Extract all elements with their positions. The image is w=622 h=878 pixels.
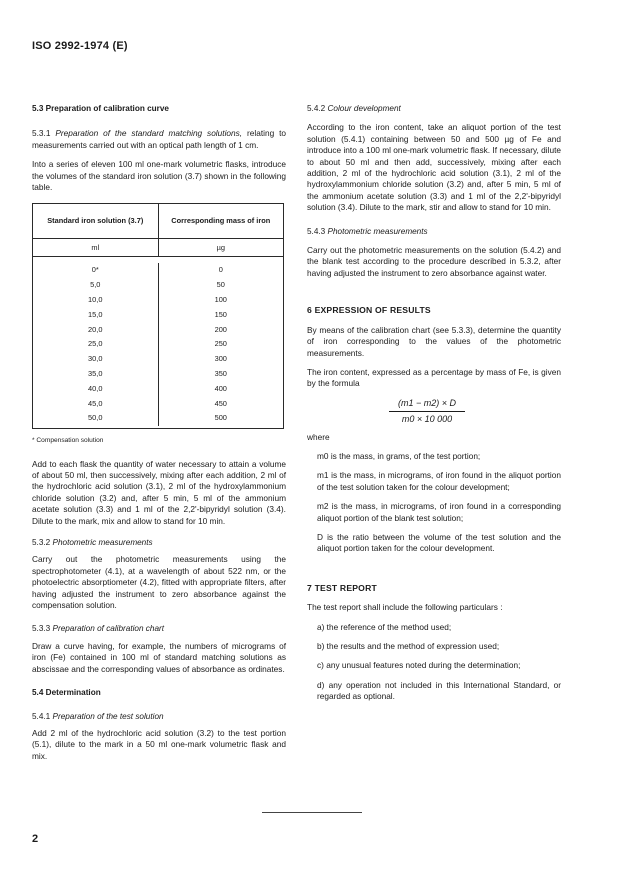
section-7-heading: 7 TEST REPORT <box>307 582 377 593</box>
right-column <box>307 103 561 703</box>
section-5-4-2-heading <box>307 103 561 114</box>
table-cell: 45,0 <box>88 398 103 408</box>
table-cell: 0* <box>91 265 99 275</box>
definition-m2: m2 is the mass, in micrograms, of iron found in a corresponding aliquot portion of the blank test solution; <box>317 501 561 523</box>
section-5-3-2-heading <box>32 537 286 548</box>
paragraph: Into a series of eleven 100 ml one-mark volumetric flasks, introduce the volumes of the standard iron solution (3.7) shown in the following table. <box>32 159 286 193</box>
section-title: Preparation of the test solution <box>52 711 164 721</box>
table-cell: 10,0 <box>88 295 103 305</box>
table-cell: 50 <box>216 280 225 290</box>
table-unit-cell: µg <box>158 239 284 256</box>
definition-m1: m1 is the mass, in micrograms, of iron found in the aliquot portion of the test solution taken for the colour development; <box>317 470 561 492</box>
section-5-3-3-heading <box>32 623 286 634</box>
formula-denominator: m0 × 10 000 <box>401 414 453 425</box>
list-item: a) the reference of the method used; <box>317 621 452 632</box>
table-header-row <box>33 204 283 239</box>
section-number: 5.3.1 <box>32 128 51 139</box>
table-cell: 0 <box>218 265 223 275</box>
section-number: 5.4.2 <box>307 104 326 113</box>
table-cell: 250 <box>214 339 227 349</box>
table-cell: 300 <box>214 354 227 364</box>
section-number: 5.4.3 <box>307 226 326 236</box>
table-cell: 400 <box>214 383 227 393</box>
list-item: c) any unusual features noted during the determination; <box>317 660 521 671</box>
table-unit-cell: ml <box>91 242 100 252</box>
table-cell: 500 <box>214 413 227 423</box>
where-label: where <box>307 431 330 442</box>
section-6-heading: 6 EXPRESSION OF RESULTS <box>307 305 431 316</box>
section-number: 5.3.3 <box>32 624 51 634</box>
section-title: Colour development <box>327 104 401 113</box>
paragraph: Carry out the photometric measurements on the solution (5.4.2) and the blank test according to the procedure described in 5.3.2, after having adjusted the instrument to zero absorbance against water. <box>307 245 561 278</box>
table-cell: 40,0 <box>88 383 103 393</box>
section-number: 5.3.2 <box>32 538 51 548</box>
table-body <box>33 257 283 428</box>
table-header-cell: Standard iron solution (3.7) <box>47 216 144 226</box>
table-column-mass <box>158 263 284 426</box>
paragraph: According to the iron content, take an aliquot portion of the test solution (5.4.1) containing between 50 and 500 µg of Fe and introduce into a 100 ml one-mark volumetric flask. If necessary, dilute to about 50 ml and then add, successively, mixing after each addition, 2 ml of the hydrochloric acid solution (3.1), 2 ml of the hydroxylammonium chloride solution (3.2) and, after 5 min, 5 ml of the ammonium acetate solution (3.3) and 1 ml of the 2,2'-bipyridyl solution (3.4). Dilute to the mark, stir and allow to stand for 10 min. <box>307 122 561 213</box>
table-cell: 30,0 <box>88 354 103 364</box>
section-5-4-1-heading <box>32 711 286 722</box>
section-title-continuation: relating to measurements carried out with an optical path length of 1 cm. <box>32 128 287 150</box>
section-5-4-3-heading <box>307 226 561 237</box>
section-title: Photometric measurements <box>327 226 428 236</box>
table-cell: 5,0 <box>90 280 101 290</box>
end-rule <box>262 812 362 813</box>
table-cell: 350 <box>214 369 227 379</box>
paragraph: Add to each flask the quantity of water necessary to attain a volume of about 50 ml, then successively, mixing after each addition, 2 ml of the hydrochloric acid solution (3.1), 2 ml of the hydroxylammonium chloride solution (3.2) and, after 5 min, 5 ml of the ammonium acetate solution (3.3) and 1 ml of the 2,2'-bipyridyl solution (3.4). Dilute to the mark, mix and allow to stand for 10 min. <box>32 458 286 526</box>
paragraph: By means of the calibration chart (see 5.3.3), determine the quantity of iron corresponding to the values of the photometric measurements. <box>307 324 561 358</box>
page-number: 2 <box>32 833 39 845</box>
table-cell: 50,0 <box>88 413 103 423</box>
section-title: Preparation of the standard matching solutions, <box>55 128 243 139</box>
table-cell: 35,0 <box>88 369 103 379</box>
formula-numerator: (m1 − m2) × D <box>389 398 465 412</box>
section-title: Preparation of calibration chart <box>52 624 165 634</box>
table-units-row <box>33 239 283 257</box>
table-cell: 200 <box>214 324 227 334</box>
paragraph: Carry out the photometric measurements using the spectrophotometer (4.1), at a wavelength of about 522 nm, or the photoelectric absorptiometer (4.2), fitted with appropriate filters, after having adjusted the instrument to zero absorbance against the compensation solution. <box>32 554 286 611</box>
table-cell: 20,0 <box>88 324 103 334</box>
section-title: Photometric measurements <box>52 538 153 548</box>
document-header: ISO 2992-1974 (E) <box>32 40 128 52</box>
section-5-3-1-heading <box>32 128 286 151</box>
section-number: 5.4.1 <box>32 711 51 721</box>
left-column <box>32 103 286 762</box>
table-cell: 15,0 <box>88 309 103 319</box>
table-footnote: * Compensation solution <box>32 437 104 445</box>
paragraph: Add 2 ml of the hydrochloric acid solution (3.2) to the test portion (5.1), dilute to the mark in a 50 ml one-mark volumetric flask and mix. <box>32 727 286 761</box>
paragraph: The test report shall include the following particulars : <box>307 602 503 613</box>
section-5-4-heading: 5.4 Determination <box>32 688 101 698</box>
table-cell: 25,0 <box>88 339 103 349</box>
definition-d: D is the ratio between the volume of the test solution and the aliquot portion taken for the colour development. <box>317 531 561 554</box>
table-column-volume <box>33 263 158 426</box>
table-cell: 150 <box>214 309 227 319</box>
paragraph: Draw a curve having, for example, the numbers of micrograms of iron (Fe) contained in 100 ml of standard matching solutions as abscissae and the corresponding values of absorbance as ordinates. <box>32 640 286 674</box>
list-item: d) any operation not included in this International Standard, or regarded as optional. <box>317 679 561 702</box>
table-cell: 100 <box>214 295 227 305</box>
formula <box>387 398 467 426</box>
table-cell: 450 <box>214 398 227 408</box>
table-header-cell: Corresponding mass of iron <box>158 204 284 238</box>
definition-m0: m0 is the mass, in grams, of the test portion; <box>317 450 481 461</box>
calibration-table <box>32 203 284 429</box>
paragraph: The iron content, expressed as a percentage by mass of Fe, is given by the formula <box>307 366 561 389</box>
list-item: b) the results and the method of expression used; <box>317 641 500 651</box>
section-5-3-heading: 5.3 Preparation of calibration curve <box>32 104 169 113</box>
